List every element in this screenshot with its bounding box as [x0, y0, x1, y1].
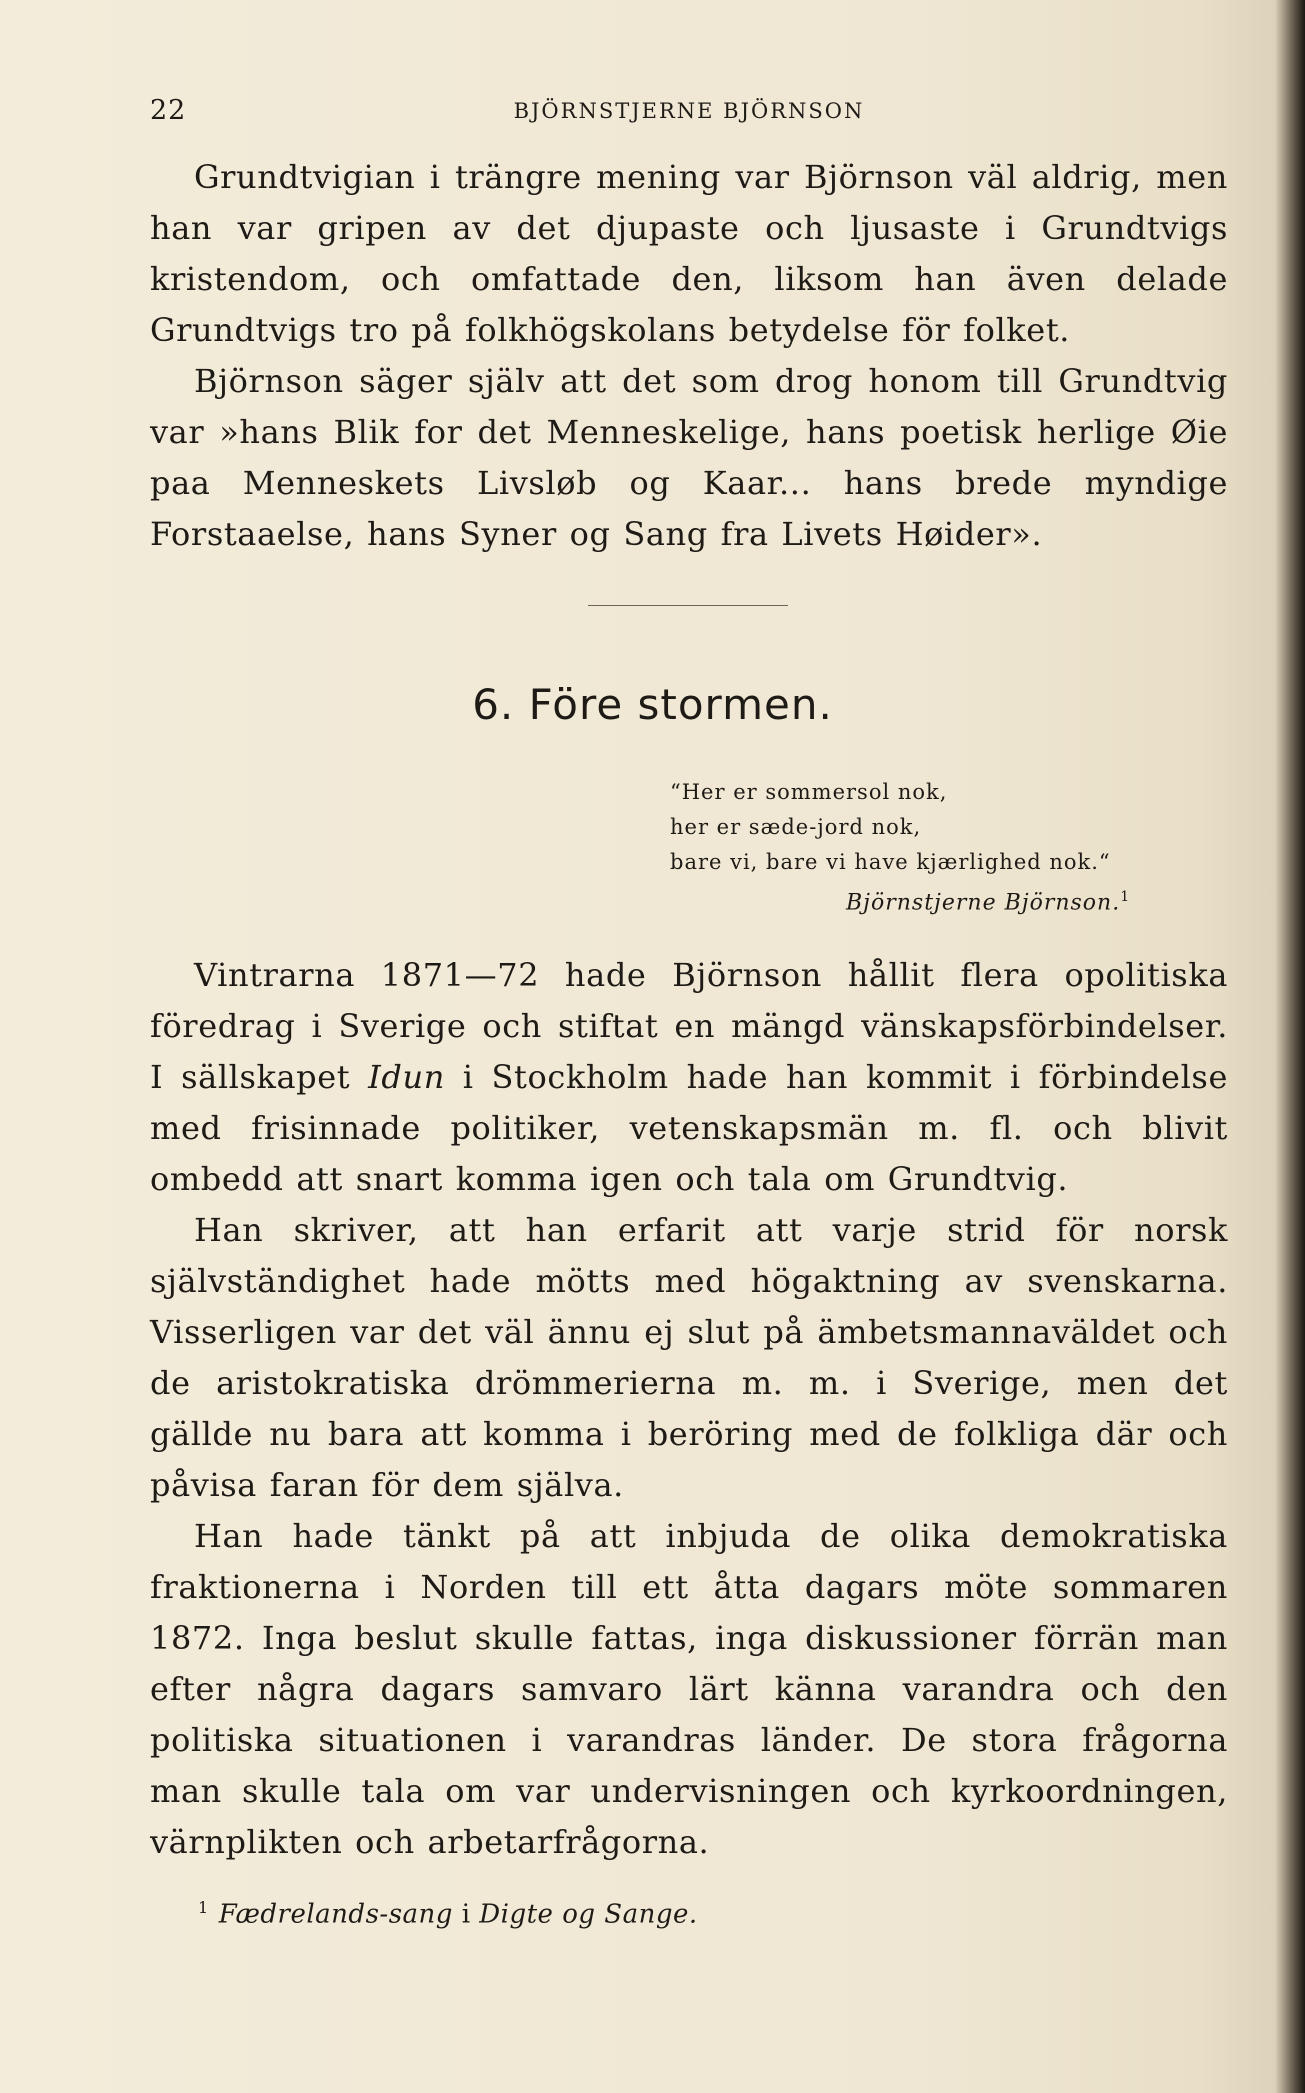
epigraph-line: “Her er sommersol nok,	[670, 780, 948, 804]
footnote-reference: 1	[1120, 889, 1131, 905]
paragraph: Grundtvigian i trängre mening var Björnson väl aldrig, men han var gripen av det djupaste och ljusaste i Grundtvigs kristendom, och omfattade den, liksom han även delade Grundtvigs tro på folkhögskolans betydelse för folket.	[150, 158, 1228, 349]
paragraph-text: i Stockholm hade han kommit i förbindelse med frisinnade politiker, vetenskapsmän m. fl. och blivit ombedd att snart komma igen och tala om Grundtvig.	[150, 1058, 1228, 1198]
epigraph-line: her er sæde-jord nok,	[670, 815, 922, 839]
footnote-source: Digte og Sange.	[479, 1899, 698, 1930]
binding-shadow	[1275, 0, 1305, 2093]
paragraph: Han hade tänkt på att inbjuda de olika demokratiska fraktionerna i Norden till ett åtta dagars möte sommaren 1872. Inga beslut skulle fattas, inga diskussioner förrän man efter några dagars samvaro lärt känna varandra och den politiska situationen i varandras länder. De stora frågorna man skulle tala om var undervisningen och kyrkoordningen, värnplikten och arbetarfrågorna.	[150, 1517, 1228, 1861]
footnote-connector: i	[452, 1899, 480, 1930]
paragraph: Han skriver, att han erfarit att varje strid för norsk självständighet hade mötts med högaktning av svenskarna. Visserligen var det väl ännu ej slut på ämbetsmannaväldet och de aristokratiska drömmerierna m. m. i Sverige, men det gällde nu bara att komma i beröring med de folkliga där och påvisa faran för dem själva.	[150, 1211, 1228, 1504]
footnote-title: Fædrelands-sang	[218, 1899, 453, 1930]
page-number: 22	[150, 95, 187, 126]
section-divider	[588, 605, 788, 606]
italic-name: Idun	[368, 1058, 445, 1096]
running-head: BJÖRNSTJERNE BJÖRNSON	[513, 99, 865, 123]
footnote	[198, 1898, 698, 1930]
paragraph-text: Vintrarna 1871—72 hade Björnson hållit flera opolitiska föredrag i Sverige och stiftat en mängd vänskapsförbindelser. I sällskapet	[150, 956, 1228, 1096]
epigraph	[670, 775, 1230, 920]
epigraph-author	[670, 880, 1230, 920]
page-header	[150, 95, 1228, 135]
footnote-marker: 1	[198, 1898, 209, 1917]
section-title: 6. Före stormen.	[472, 680, 833, 729]
epigraph-author-name: Björnstjerne Björnson.	[846, 890, 1121, 916]
epigraph-line: bare vi, bare vi have kjærlighed nok.“	[670, 850, 1111, 874]
paragraph: Björnson säger själv att det som drog honom till Grundtvig var »hans Blik for det Menneskelige, hans poetisk herlige Øie paa Menneskets Livsløb og Kaar... hans brede myndige Forstaaelse, hans Syner og Sang fra Livets Høider».	[150, 362, 1228, 553]
text-block-top	[150, 152, 1228, 560]
paragraph	[150, 950, 1228, 1205]
text-block-main	[150, 950, 1228, 1868]
